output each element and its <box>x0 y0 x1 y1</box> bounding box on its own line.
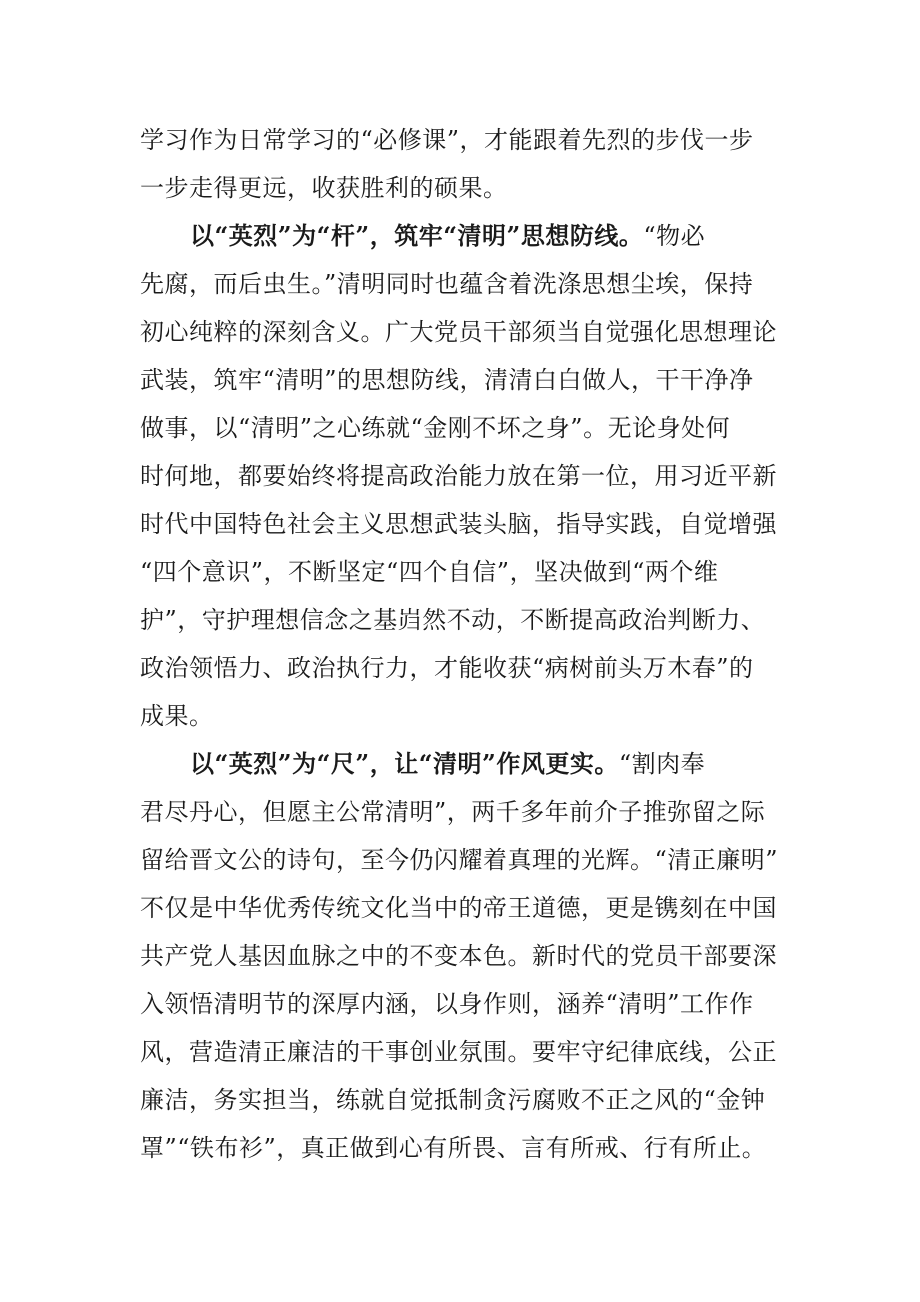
paragraph-line: 一步走得更远，收获胜利的硕果。 <box>140 174 508 202</box>
paragraph-line: 入领悟清明节的深厚内涵，以身作则，涵养“清明”工作作 <box>140 990 754 1018</box>
paragraph-line: 风，营造清正廉洁的干事创业氛围。要牢守纪律底线，公正 <box>140 1038 777 1066</box>
paragraph-line: 学习作为日常学习的“必修课”，才能跟着先烈的步伐一步 <box>140 126 754 154</box>
paragraph-line: 先腐，而后虫生。”清明同时也蕴含着洗涤思想尘埃，保持 <box>140 270 754 298</box>
paragraph-line: 共产党人基因血脉之中的不变本色。新时代的党员干部要深 <box>140 942 777 970</box>
paragraph-heading: 以“英烈”为“尺”，让“清明”作风更实。 <box>190 749 619 778</box>
paragraph-text: “物必 <box>643 222 706 250</box>
paragraph-line: 时代中国特色社会主义思想武装头脑，指导实践，自觉增强 <box>140 510 777 538</box>
paragraph-line: “四个意识”，不断坚定“四个自信”，坚决做到“两个维 <box>140 558 719 586</box>
paragraph-heading: 以“英烈”为“杆”，筑牢“清明”思想防线。 <box>190 221 644 250</box>
paragraph-line: 君尽丹心，但愿主公常清明”，两千多年前介子推弥留之际 <box>140 798 766 826</box>
paragraph-line: 时何地，都要始终将提高政治能力放在第一位，用习近平新 <box>140 462 777 490</box>
paragraph-line: 留给晋文公的诗句，至今仍闪耀着真理的光辉。“清正廉明” <box>140 846 779 874</box>
paragraph-line: 做事，以“清明”之心练就“金刚不坏之身”。无论身处何 <box>140 414 731 442</box>
paragraph-line: 初心纯粹的深刻含义。广大党员干部须当自觉强化思想理论 <box>140 318 777 346</box>
paragraph-first-line <box>190 748 800 780</box>
paragraph-line: 政治领悟力、政治执行力，才能收获“病树前头万木春”的 <box>140 654 754 682</box>
paragraph-first-line <box>190 220 800 252</box>
paragraph-text: “割肉奉 <box>618 750 706 778</box>
paragraph-line: 罩”“铁布衫”，真正做到心有所畏、言有所戒、行有所止。 <box>140 1134 767 1162</box>
paragraph-line: 成果。 <box>140 702 214 730</box>
paragraph-line: 武装，筑牢“清明”的思想防线，清清白白做人，干干净净 <box>140 366 754 394</box>
paragraph-line: 护”，守护理想信念之基岿然不动，不断提高政治判断力、 <box>140 606 766 634</box>
paragraph-line: 不仅是中华优秀传统文化当中的帝王道德，更是镌刻在中国 <box>140 894 777 922</box>
paragraph-line: 廉洁，务实担当，练就自觉抵制贪污腐败不正之风的“金钟 <box>140 1086 766 1114</box>
